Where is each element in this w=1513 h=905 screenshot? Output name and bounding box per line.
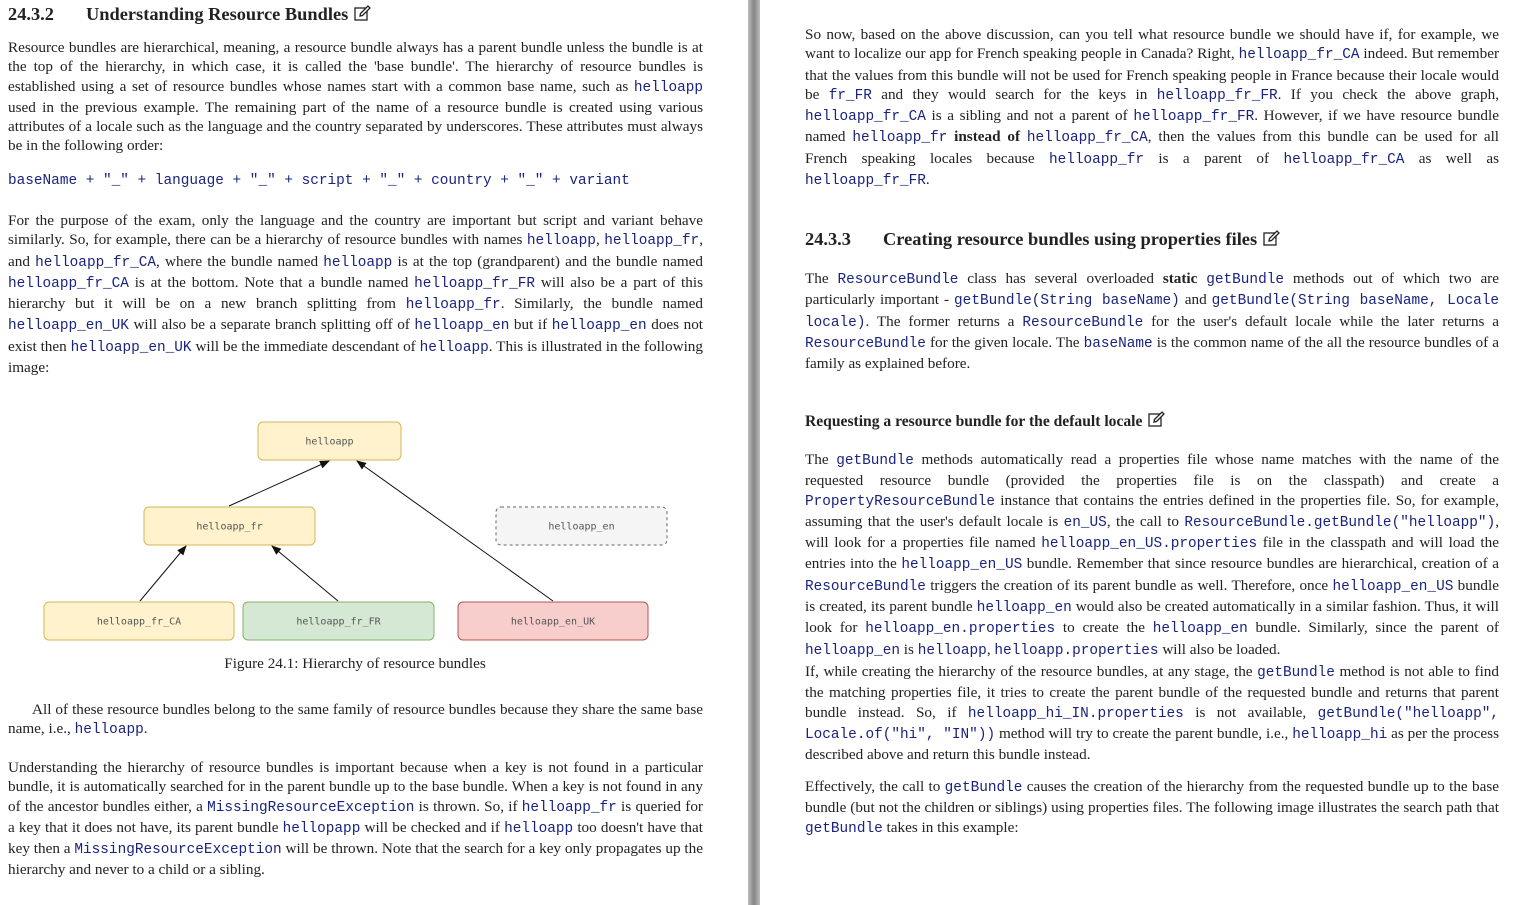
svg-text:helloapp_fr_FR: helloapp_fr_FR [296, 616, 381, 628]
section-number: 24.3.3 [805, 229, 851, 249]
paragraph-hierarchy-example: For the purpose of the exam, only the language and the country are important but script and variant behave similarly. So, for example, there can be a hierarchy of resource bundles with names helloapp, helloapp_fr, and helloapp_fr_CA, where the bundle named helloapp is at the top (grandparent) and the bundle named helloapp_fr_CA is at the bottom. Note that a bundle named helloapp_fr_FR will also be a part of this hierarchy but it will be on a new branch splitting from helloapp_fr. Similarly, the bundle named helloapp_en_UK will also be a separate branch splitting off of helloapp_en but if helloapp_en does not exist then helloapp_en_UK will be the immediate descendant of helloapp. This is illustrated in the following image: [8, 212, 704, 377]
figure-caption: Figure 24.1: Hierarchy of resource bundles [224, 655, 486, 672]
edge-fr-to-root [229, 461, 329, 506]
edge-fr-ca-to-fr [140, 546, 186, 601]
subsection-heading-default-locale [805, 411, 1166, 431]
section-title: Creating resource bundles using properties files [883, 229, 1258, 249]
svg-text:helloapp_fr_CA: helloapp_fr_CA [96, 616, 182, 628]
paragraph-fallback-parent: If, while creating the hierarchy of the resource bundles, at any stage, the getBundle method is not able to find the matching properties file, it tries to create the parent bundle of the requested bundle and returns that parent bundle instead. So, if helloapp_hi_IN.properties is not available, getBundle("helloapp", Locale.of("hi", "IN")) method will try to create the parent bundle, i.e., helloapp_hi as per the process described above and return this bundle instead. [805, 663, 1499, 764]
paragraph-intro: Resource bundles are hierarchical, meaning, a resource bundle always has a parent bundle unless the bundle is at the top of the hierarchy, in which case, it is called the 'base bundle'. The hierarchy of resource bundles is established using a set of resource bundles whose names start with a common base name, such as helloapp used in the previous example. The remaining part of the name of a resource bundle is created using various attributes of a locale such as the language and the country separated by underscores. These attributes must always be in the following order: [8, 39, 703, 155]
page-divider [748, 0, 760, 905]
node-helloapp-fr [144, 507, 315, 545]
node-helloapp-en [496, 507, 667, 545]
edit-icon[interactable] [354, 5, 372, 22]
code-line-naming-order: baseName + "_" + language + "_" + script + "_" + country + "_" + variant [8, 173, 630, 189]
svg-text:helloapp_fr: helloapp_fr [196, 521, 263, 533]
paragraph-key-lookup: Understanding the hierarchy of resource bundles is important because when a key is not found in a particular bundle, it is automatically searched for in the parent bundle up to the base bundle. When a key is not found in any of the ancestor bundles either, a MissingResourceException is thrown. So, if helloapp_fr is queried for a key that it does not have, its parent bundle hellopapp will be checked and if helloapp too doesn't have that key then a MissingResourceException will be thrown. Note that the search for a key only propagates up the hierarchy and never to a child or a sibling. [8, 759, 703, 879]
svg-text:helloapp_en_UK: helloapp_en_UK [510, 616, 596, 628]
hierarchy-diagram [0, 410, 748, 650]
left-page [0, 0, 748, 905]
section-heading-24-3-3 [805, 229, 1281, 250]
node-helloapp [258, 422, 401, 460]
edit-icon[interactable] [1148, 411, 1166, 428]
node-helloapp-fr-fr [243, 602, 434, 640]
edge-fr-fr-to-fr [272, 546, 338, 601]
right-page [760, 0, 1513, 905]
subsection-title: Requesting a resource bundle for the default locale [805, 413, 1143, 430]
edit-icon[interactable] [1263, 230, 1281, 247]
section-title: Understanding Resource Bundles [86, 4, 349, 24]
section-number: 24.3.2 [8, 4, 54, 24]
svg-text:helloapp: helloapp [305, 436, 354, 448]
paragraph-search-path: Effectively, the call to getBundle causes the creation of the hierarchy from the requested bundle up to the base bundle (but not the children or siblings) using properties files. The following image illustrates the search path that getBundle takes in this example: [805, 778, 1499, 837]
paragraph-french-canada: So now, based on the above discussion, can you tell what resource bundle we should have if, for example, we want to localize our app for French speaking people in Canada? Right, helloapp_fr_CA indeed. But remember that the values from this bundle will not be used for French speaking people in France because their locale would be fr_FR and they would search for the keys in helloapp_fr_FR. If you check the above graph, helloapp_fr_CA is a sibling and not a parent of helloapp_fr_FR. However, if we have resource bundle named helloapp_fr instead of helloapp_fr_CA, then the values from this bundle can be used for all French speaking locales because helloapp_fr is a parent of helloapp_fr_CA as well as helloapp_fr_FR. [805, 26, 1500, 190]
paragraph-same-family: All of these resource bundles belong to the same family of resource bundles because they share the same base name, i.e., helloapp. [8, 701, 703, 739]
svg-text:helloapp_en: helloapp_en [548, 521, 615, 533]
paragraph-getbundle-methods: The ResourceBundle class has several overloaded static getBundle methods out of which two are particularly important - getBundle(String baseName) and getBundle(String baseName, Locale locale). The former returns a ResourceBundle for the user's default locale while the later returns a ResourceBundle for the given locale. The baseName is the common name of the all the resource bundles of a family as explained before. [805, 270, 1500, 373]
paragraph-properties-lookup: The getBundle methods automatically read a properties file whose name matches with the name of the requested resource bundle (provided the properties file is on the classpath) and create a PropertyResourceBundle instance that contains the entries defined in the properties file. So, for example, assuming that the user's default locale is en_US, the call to ResourceBundle.getBundle("helloapp"), will look for a properties file named helloapp_en_US.properties file in the classpath and will load the entries into the helloapp_en_US bundle. Remember that since resource bundles are hierarchical, creation of a ResourceBundle triggers the creation of its parent bundle as well. Therefore, once helloapp_en_US bundle is created, its parent bundle helloapp_en would also be created automatically in a similar fashion. Thus, it will look for helloapp_en.properties to create the helloapp_en bundle. Similarly, since the parent of helloapp_en is helloapp, helloapp.properties will also be loaded. [805, 451, 1499, 659]
node-helloapp-en-uk [458, 602, 648, 640]
section-heading-24-3-2 [8, 4, 372, 25]
node-helloapp-fr-ca [44, 602, 234, 640]
